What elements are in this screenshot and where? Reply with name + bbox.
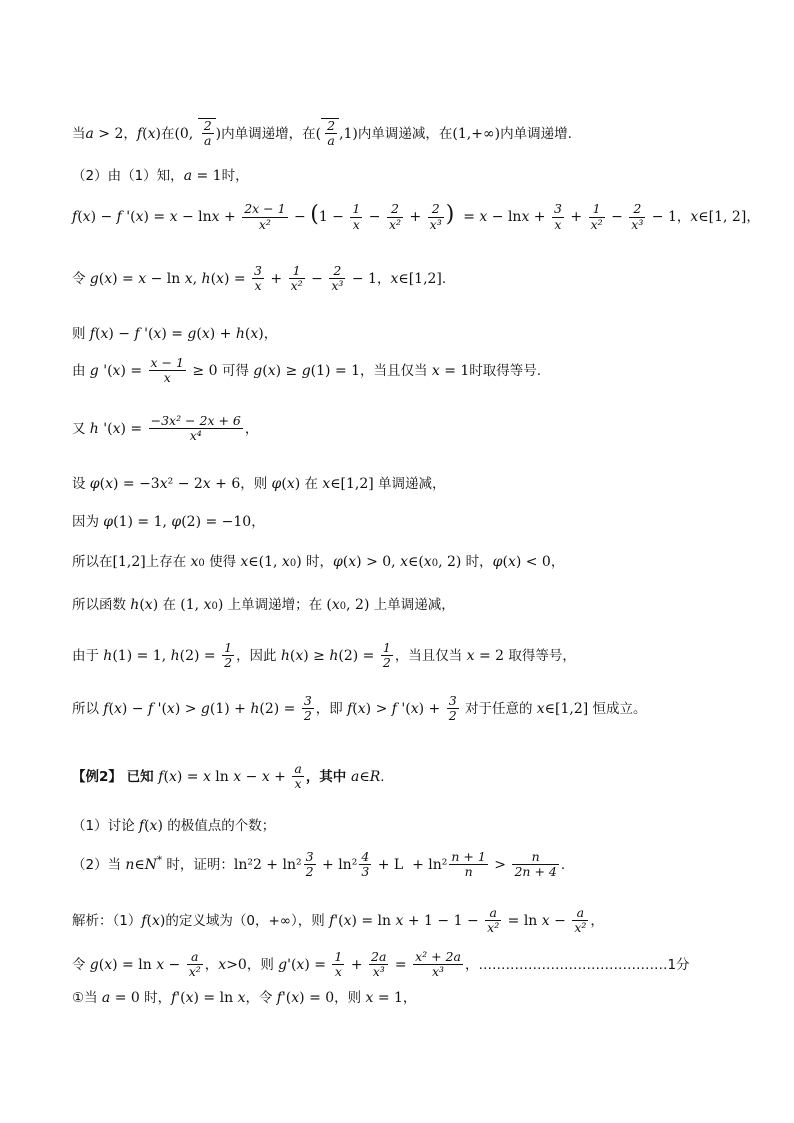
text-line: 所以在[1,2]上存在 x0 使得 x∈(1, x0) 时，φ(x) > 0, x∈(x0, 2) 时，φ(x) < 0， xyxy=(72,554,565,570)
text-line: （2）由（1）知，a = 1时， xyxy=(72,168,249,184)
text-line: （2）当 n∈N* 时，证明：ln²2 + ln² $\frac{3}{2}$ + ln² $\frac{4}{3}$ + L + ln² $\frac{n + 1}{n}$ > $\frac{n}{2n + 4}$ . xyxy=(72,849,566,880)
text-line: 因为 φ(1) = 1, φ(2) = −10， xyxy=(72,514,265,530)
text-line: 由于 h(1) = 1, h(2) = $\frac{1}{2}$ ，因此 h(x) ≥ h(2) = $\frac{1}{2}$ ，当且仅当 x = 2 取得等号， xyxy=(72,640,576,671)
text-line: 设 φ(x) = −3x² − 2x + 6，则 φ(x) 在 x∈[1,2] 单调递减， xyxy=(72,476,446,492)
text-line: （1）讨论 f(x) 的极值点的个数； xyxy=(72,818,276,834)
text-line: 当a > 2，f(x)在(0, $\frac{2}{a}$ )内单调递增，在( $\frac{2}{a}$ ,1)内单调递减，在(1,+∞)内单调递增. xyxy=(72,118,572,149)
text-line: f(x) − f '(x) = x − lnx + $\frac{2x - 1}{\text{x²}}$ − (1 − $\frac{1}{x}$ − $\frac{2}{\text{x²}}$ + $\frac{2}{\text{x³}}$ ) = x − lnx + $\frac{3}{x}$ + $\frac{1}{\text{x²}}$ − $\frac{2}{\text{x³}}$ − 1，x∈[1, 2]， xyxy=(72,201,760,232)
text-line: 由 g '(x) = $\frac{x - 1}{x}$ ≥ 0 可得 g(x) ≥ g(1) = 1，当且仅当 x = 1时取得等号. xyxy=(72,355,542,386)
text-line: 令 g(x) = x − ln x, h(x) = $\frac{3}{x}$ + $\frac{1}{\text{x²}}$ − $\frac{2}{\text{x³}}$ − 1，x∈[1,2]. xyxy=(72,263,447,294)
text-line: 所以 f(x) − f '(x) > g(1) + h(2) = $\frac{3}{2}$ ，即 f(x) > f '(x) + $\frac{3}{2}$ 对于任意的 x∈[1,2] 恒成立。 xyxy=(72,693,647,724)
text-line: 所以函数 h(x) 在 (1, x0) 上单调递增；在 (x0, 2) 上单调递减， xyxy=(72,597,455,613)
text-line: 又 h '(x) = $\frac{\text{−3x² − 2x + 6}}{\text{x⁴}}$ ， xyxy=(72,413,259,444)
text-line: ①当 a = 0 时，f'(x) = ln x，令 f'(x) = 0，则 x = 1， xyxy=(72,990,417,1006)
text-line: 解析：（1）f(x)的定义域为（0，+∞），则 f'(x) = ln x + 1 − 1 − $\frac{a}{\text{x²}}$ = ln x − $\frac{a}{\text{x²}}$ ， xyxy=(72,905,604,936)
text-line: 令 g(x) = ln x − $\frac{a}{\text{x²}}$ ，x>0，则 g'(x) = $\frac{1}{x}$ + $\frac{2a}{\text{x³}}$ = $\frac{\text{x² + 2a}}{\text{x³}}$ ，……………………………………1分 xyxy=(72,949,690,980)
text-line: 则 f(x) − f '(x) = g(x) + h(x)， xyxy=(72,326,278,342)
example-heading: 【例2】 已知 f(x) = x ln x − x + $\frac{a}{x}$ ，其中 a∈R. xyxy=(72,761,385,792)
